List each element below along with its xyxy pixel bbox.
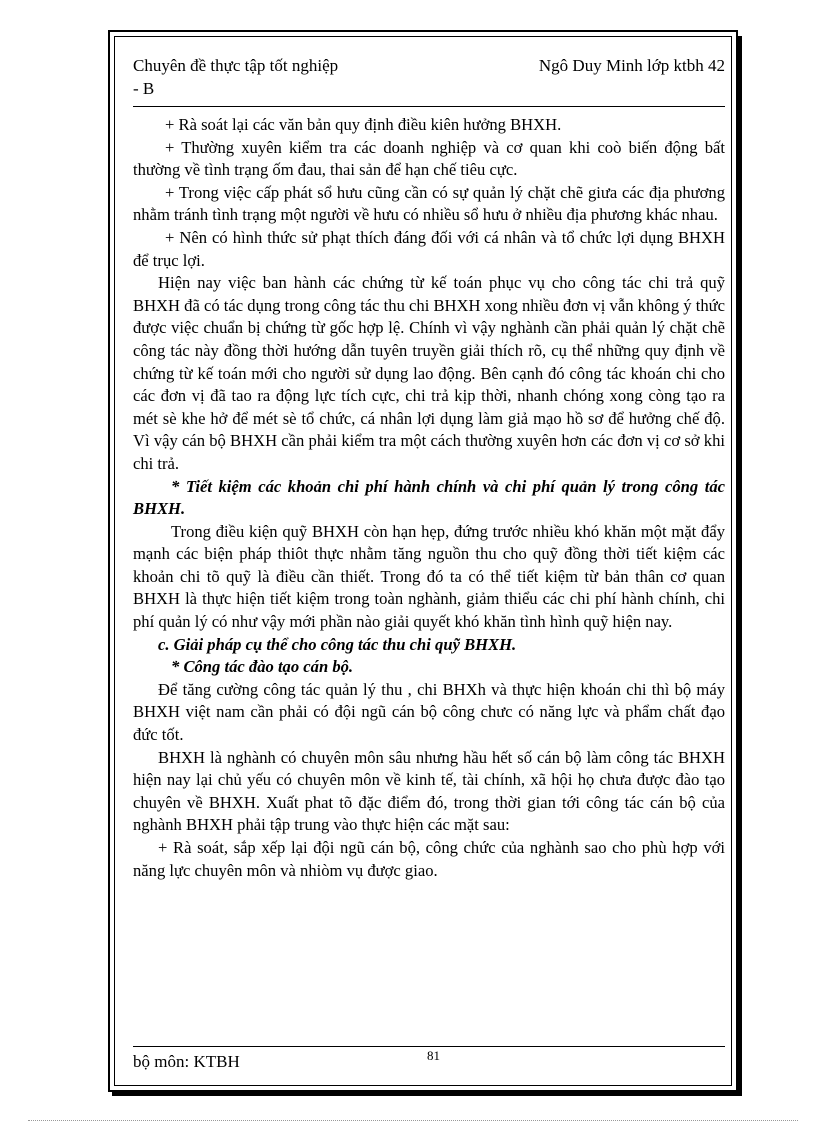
paragraph-strengthen-management: Để tăng cường công tác quản lý thu , chi BHXh và thực hiện khoán chi thì bộ máy BHXH việt nam cần phải có đội ngũ cán bộ công chưc có năng lực và phẩm chất đạo đức tốt.	[133, 679, 725, 745]
paragraph-specialized-training: BHXH là nghành có chuyên môn sâu nhưng hầu hết số cán bộ làm công tác BHXH hiện nay lại chủ yếu có chuyên môn về kinh tế, tài chính, xã hội họ chưa được đào tạo chuyên về BHXH. Xuất phat tõ đặc điểm đó, trong thời gian tới công tác cán bộ của nghành BHXH phải tập trung vào thực hiện các mặt sau:	[133, 747, 725, 835]
paragraph-cost-saving: Trong điều kiện quỹ BHXH còn hạn hẹp, đứng trước nhiều khó khăn một mặt đẩy mạnh các biện pháp thiôt thực nhằm tăng nguồn thu cho quỹ đồng thời tiết kiệm các khoản chi tõ quỹ là điều cần thiết. Trong đó ta có thể tiết kiệm từ bản thân cơ quan BHXH là thực hiện tiết kiệm trong toàn nghành, giảm thiểu các chi phí hành chính, chi phí quản lý có như vậy mới phần nào giải quyết khó khăn tình hình quỹ hiện nay.	[133, 521, 725, 632]
header-title-continued: - B	[133, 79, 155, 98]
paragraph-staff-arrangement: + Rà soát, sắp xếp lại đội ngũ cán bộ, công chức của nghành sao cho phù hợp với năng lực chuyên môn và nhiòm vụ được giao.	[133, 838, 725, 880]
paragraph-review-regulations: + Rà soát lại các văn bản quy định điều kiên hưởng BHXH.	[165, 115, 562, 134]
footer-department: bộ môn: KTBH	[133, 1052, 240, 1071]
header-title: Chuyên đề thực tập tốt nghiệp	[133, 56, 339, 75]
paragraph-accounting-documents: Hiện nay việc ban hành các chứng từ kế toán phục vụ cho công tác chi trả quỹ BHXH đã có tác dụng trong công tác thu chi BHXH xong nhiều đơn vị vẫn không ý thức được việc chuẩn bị chứng từ gốc hợp lệ. Chính vì vậy nghành cần phải quản lý chặt chẽ công tác này đồng thời hướng dẫn tuyên truyền giải thích rõ, cụ thể những quy định về chứng từ kế toán mới cho người sử dụng lao động. Bên cạnh đó công tác khoán chi cho các đơn vị đã tao ra động lực tích cực, chi trả kịp thời, nhanh chóng xong còng tạo ra mét sè khe hở để mét sè tổ chức, cá nhân lợi dụng làm giả mạo hồ sơ để hưởng chế độ. Vì vậy cán bộ BHXH cần phải kiểm tra một cách thường xuyên hơn các đơn vị cơ sở khi chi trả.	[133, 273, 725, 473]
page-border-shadow-right	[738, 36, 742, 1096]
heading-staff-training: * Công tác đào tạo cán bộ.	[171, 657, 354, 677]
paragraph-pension-books: + Trong việc cấp phát sổ hưu cũng cần có sự quản lý chặt chẽ giưa các địa phương nhằm tránh tình trạng một người về hưu có nhiều sổ hưu ở nhiều địa phương khác nhau.	[133, 182, 725, 225]
heading-cost-saving: * Tiết kiệm các khoản chi phí hành chính và chi phí quản lý trong công tác BHXH.	[133, 476, 725, 519]
page-number: 81	[427, 1048, 440, 1063]
footer-divider	[133, 1046, 725, 1047]
heading-specific-solutions: c. Giải pháp cụ thể cho công tác thu chi quỹ BHXH.	[158, 634, 517, 654]
page-border-shadow-bottom	[112, 1092, 742, 1096]
page-edge-dotted-line	[28, 1120, 798, 1121]
page-body	[133, 114, 725, 882]
header-author: Ngô Duy Minh lớp ktbh 42	[538, 56, 725, 75]
paragraph-penalties: + Nên có hình thức sử phạt thích đáng đối với cá nhân và tổ chức lợi dụng BHXH để trục lợi.	[133, 227, 725, 270]
paragraph-inspect-enterprises: + Thường xuyên kiểm tra các doanh nghiệp và cơ quan khi coò biến động bất thường về tình trạng ốm đau, thai sản để hạn chế tiêu cực.	[133, 137, 725, 180]
header-divider	[133, 106, 725, 107]
